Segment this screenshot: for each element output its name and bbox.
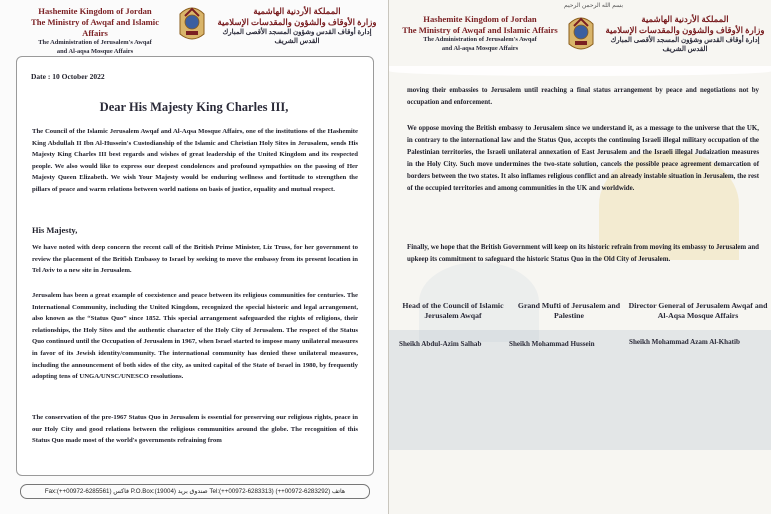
letterhead2-ar-line3: إدارة أوقاف القدس وشؤون المسجد الأقصى المبارك — [610, 36, 760, 44]
letterhead2-en-line1: Hashemite Kingdom of Jordan — [423, 14, 537, 24]
letterhead-en-line4: and Al-aqsa Mosque Affairs — [56, 47, 134, 55]
letterhead-ar-line4: القدس الشريف — [274, 37, 320, 45]
paragraph-intro: The Council of the Islamic Jerusalem Awqaf and Al-Aqsa Mosque Affairs, one of the institutions of the Hashemite King Abdullah II Ibn Al-Hussein's Custodianship of the Islamic and Christian Holy Sites in Jerusalem, sends His Majesty King Charles III best regards and wishes of great leadership of the United Kingdom and its respected people. We also would like to express our deepest condolences and profound sympathies on the passing of Her Majesty Queen Elizabeth. We wish Your Majesty would be enduring wellness and fortitude to strengthen the pillars of peace and warm relations between world nations on basis of justice, equality and mutual respect. — [32, 128, 358, 193]
basmala: بسم الله الرحمن الرحيم — [564, 3, 624, 9]
header-curve — [389, 66, 771, 76]
letterhead-en-line2: The Ministry of Awqaf and Islamic Affairs — [30, 17, 160, 38]
arabic-letterhead-2 — [601, 14, 769, 54]
english-letterhead — [20, 6, 170, 56]
letterhead2-en-line2: The Ministry of Awqaf and Islamic Affairs — [402, 25, 558, 35]
letterhead-ar-line3: إدارة أوقاف القدس وشؤون المسجد الأقصى المبارك — [222, 28, 372, 36]
paragraph-concern: We have noted with deep concern the recent call of the British Prime Minister, Liz Truss, for her government to review the placement of the British Embassy to Israel by seeking to move the embassy from its present location in Tel Aviv to a new site in Jerusalem. — [32, 244, 358, 275]
letterhead2-ar-line1: المملكة الأردنية الهاشمية — [641, 14, 729, 24]
paragraph-opposition: We oppose moving the British embassy to Jerusalem since we understand it, as a message to the universe that the UK, in contrary to the international law and the Status Quo, accepts the continuing Israeli illegal military occupation of the Palestinian territories, the Israeli unilateral annexation of East Jerusalem and the Israeli illegal Judaization measures in the Holy City. Such move undermines the two-state solution, cancels the possible peace agreement demarcation of borders between the two states. It also inflames religious conflict and an already instable situation in Jerusalem, the rest of the occupied territories and among communities in the UK and worldwide. — [407, 125, 759, 193]
signatory-title-3: Director General of Jerusalem Awqaf and Al-Aqsa Mosque Affairs — [628, 301, 768, 320]
arabic-letterhead — [212, 6, 382, 46]
paragraph-embassies: moving their embassies to Jerusalem until reaching a final status arrangement by peace and negotiations not by occupation and enforcement. — [407, 87, 759, 107]
letter-page-2 — [388, 0, 771, 514]
letterhead-ar-line2: وزارة الأوقاف والشؤون والمقدسات الإسلامية — [217, 17, 377, 27]
paragraph-history: Jerusalem has been a great example of coexistence and peace between its religious communities for centuries. The International Community, including the United Kingdom, recognized the special historic and legal arrangement, also known as the “Status Quo” since 1852. This special arrangement safeguarded the rights of religions, their relationships, the Holy Sites and the authentic character of the Holy City of Jerusalem. The respect of the Status Quo continued until the Occupation of Jerusalem in 1967, when Israel started to impose many unilateral measures in favor of its Jewish identity/community. The international community has denied these unilateral measures, including the announcement of both sides of the city, as united capital of the State of Israel in 1980, by frequently adopting tens of UNGA/UNSC/UNESCO resolutions. — [32, 292, 358, 381]
signatory-name-3: Sheikh Mohammad Azam Al-Khatib — [629, 338, 740, 346]
letterhead2-ar-line2: وزارة الأوقاف والشؤون والمقدسات الإسلامية — [605, 25, 765, 35]
jordan-crest-icon-2 — [565, 13, 597, 55]
letterhead-en-line1: Hashemite Kingdom of Jordan — [38, 6, 152, 16]
signatory-title-2: Grand Mufti of Jerusalem and Palestine — [517, 301, 621, 320]
paragraph-finally: Finally, we hope that the British Government will keep on its historic refrain from moving its embassy to Jerusalem and upkeep its commitment to safeguard the historic Status Quo in the Old City of Jerusalem. — [407, 244, 759, 264]
letter-date: Date : 10 October 2022 — [31, 72, 105, 81]
letterhead-ar-line1: المملكة الأردنية الهاشمية — [253, 6, 341, 16]
jordan-crest-icon — [176, 4, 208, 44]
letterhead2-en-line4: and Al-aqsa Mosque Affairs — [441, 44, 519, 52]
letter-salutation: Dear His Majesty King Charles III, — [99, 100, 289, 114]
paragraph-conservation: The conservation of the pre-1967 Status Quo in Jerusalem is essential for preserving our religious rights, peace in our Holy City and good relations between the religious communities around the globe. The recognition of this Status Quo made most of the world's governments refraining from — [32, 414, 358, 445]
signatory-name-2: Sheikh Mohammad Hussein — [509, 340, 595, 348]
contact-footer: Fax:(++00972-6285561) فاكس P.O.Box:(19004) صندوق بريد Tel:(++00972-6283313) (++00972-6283292) هاتف — [20, 484, 370, 499]
letterhead-en-line3: The Administration of Jerusalem's Awqaf — [38, 39, 152, 46]
letterhead2-ar-line4: القدس الشريف — [662, 45, 708, 53]
signatory-name-1: Sheikh Abdul-Azim Salhab — [399, 340, 482, 348]
his-majesty-heading: His Majesty, — [32, 225, 78, 235]
signatory-title-1: Head of the Council of Islamic Jerusalem Awqaf — [402, 301, 504, 320]
english-letterhead-2 — [397, 14, 563, 53]
letterhead2-en-line3: The Administration of Jerusalem's Awqaf — [423, 36, 537, 43]
